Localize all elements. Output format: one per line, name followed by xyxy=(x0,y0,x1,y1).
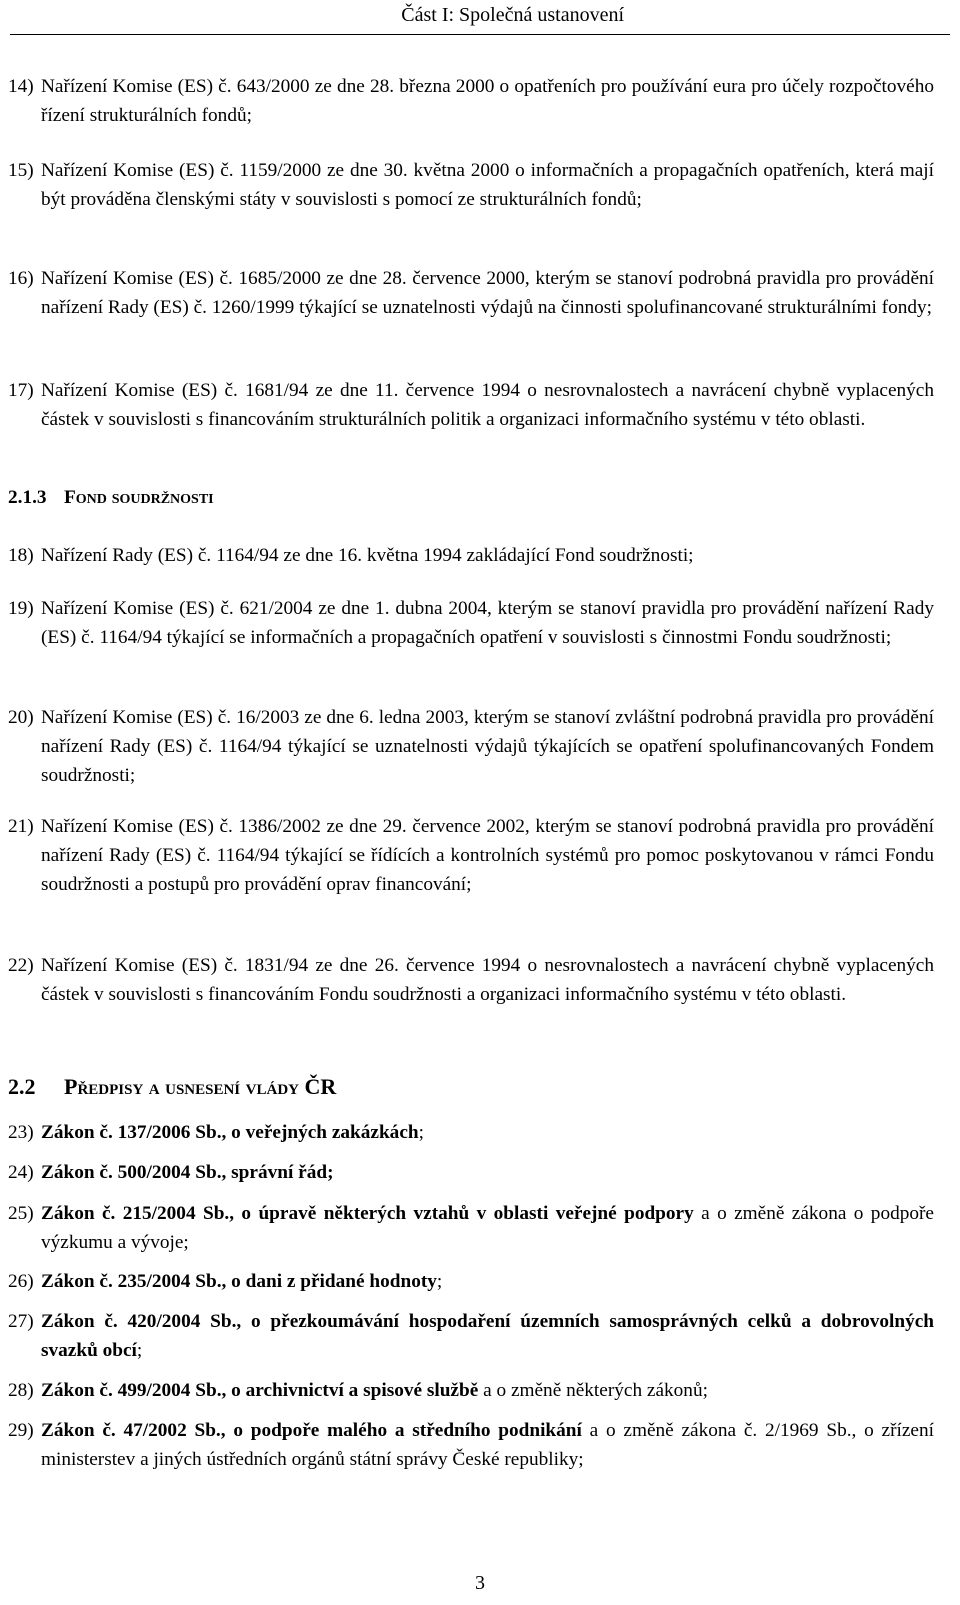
item-text: Nařízení Komise (ES) č. 621/2004 ze dne 1. dubna 2004, kterým se stanoví pravidla pro provádění nařízení Rady (ES) č. 1164/94 týkající se informačních a propagačních opatření v souvislosti s činnostmi Fondu soudržnosti; xyxy=(41,598,934,648)
item-number: 29) xyxy=(8,1420,34,1441)
item-text: a o změně některých zákonů; xyxy=(478,1380,708,1401)
item-number: 27) xyxy=(8,1311,34,1332)
item-number: 16) xyxy=(8,268,34,289)
page-number: 3 xyxy=(475,1572,485,1594)
list-item-16 xyxy=(8,264,934,322)
item-text: Nařízení Komise (ES) č. 16/2003 ze dne 6. ledna 2003, kterým se stanoví zvláštní podrobná pravidla pro provádění nařízení Rady (ES) č. 1164/94 týkající se uznatelnosti výdajů týkajících se opatření spolufinancovaných Fondem soudržnosti; xyxy=(41,707,934,786)
list-item-20 xyxy=(8,703,934,790)
item-text: ; xyxy=(436,1271,443,1292)
list-item-14 xyxy=(8,72,934,130)
section-heading-predpisy xyxy=(8,1074,928,1100)
section-heading-fond-soudrznosti xyxy=(8,487,928,509)
item-number: 19) xyxy=(8,598,34,619)
law-title: Zákon č. 420/2004 Sb., o přezkoumávání hospodaření územních samosprávných celků a dobrovolných svazků obcí xyxy=(41,1311,934,1361)
section-number: 2.2 xyxy=(8,1074,36,1099)
section-title: Fond soudržnosti xyxy=(64,487,214,508)
list-item-27 xyxy=(8,1307,934,1365)
item-number: 20) xyxy=(8,707,34,728)
item-text: Nařízení Komise (ES) č. 1159/2000 ze dne 30. května 2000 o informačních a propagačních opatřeních, která mají být prováděna členskými státy v souvislosti s pomocí ze strukturálních fondů; xyxy=(41,160,934,210)
item-number: 24) xyxy=(8,1162,34,1183)
list-item-18 xyxy=(8,541,934,570)
item-text: Nařízení Komise (ES) č. 1685/2000 ze dne 28. července 2000, kterým se stanoví podrobná pravidla pro provádění nařízení Rady (ES) č. 1260/1999 týkající se uznatelnosti výdajů na činnosti spolufinancované strukturálními fondy; xyxy=(41,268,934,318)
list-item-26 xyxy=(8,1267,934,1296)
item-number: 26) xyxy=(8,1271,34,1292)
item-text: ; xyxy=(418,1122,424,1143)
header-title: Část I: Společná ustanovení xyxy=(401,4,624,26)
list-item-28 xyxy=(8,1376,934,1405)
law-title: Zákon č. 137/2006 Sb., o veřejných zakázkách xyxy=(41,1122,419,1143)
list-item-19 xyxy=(8,594,934,652)
item-number: 21) xyxy=(8,816,34,837)
list-item-24 xyxy=(8,1158,934,1187)
item-number: 23) xyxy=(8,1122,34,1143)
item-number: 22) xyxy=(8,955,34,976)
item-text: a o změně zákona č. 2/1969 Sb., o zřízení ministerstev a jiných ústředních orgánů státní správy České republiky; xyxy=(41,1420,934,1470)
section-number: 2.1.3 xyxy=(8,487,47,508)
item-text: a o změně zákona o podpoře výzkumu a vývoje; xyxy=(41,1203,934,1253)
list-item-17 xyxy=(8,376,934,434)
law-title: Zákon č. 500/2004 Sb., správní řád; xyxy=(41,1162,334,1183)
section-title: Předpisy a usnesení vlády ČR xyxy=(64,1074,337,1099)
item-number: 28) xyxy=(8,1380,34,1401)
list-item-15 xyxy=(8,156,934,214)
item-number: 25) xyxy=(8,1203,34,1224)
item-text: Nařízení Komise (ES) č. 1831/94 ze dne 26. července 1994 o nesrovnalostech a navrácení chybně vyplacených částek v souvislosti s financováním Fondu soudržnosti a organizaci informačního systému v této oblasti. xyxy=(41,955,934,1005)
law-title: Zákon č. 499/2004 Sb., o archivnictví a spisové službě xyxy=(41,1380,479,1401)
item-number: 17) xyxy=(8,380,34,401)
list-item-21 xyxy=(8,812,934,899)
list-item-23 xyxy=(8,1118,934,1147)
list-item-22 xyxy=(8,951,934,1009)
page-header xyxy=(0,0,960,36)
item-number: 18) xyxy=(8,545,34,566)
item-text: Nařízení Rady (ES) č. 1164/94 ze dne 16. května 1994 zakládající Fond soudržnosti; xyxy=(41,545,694,566)
list-item-29 xyxy=(8,1416,934,1474)
item-number: 14) xyxy=(8,76,34,97)
item-text: Nařízení Komise (ES) č. 1681/94 ze dne 11. července 1994 o nesrovnalostech a navrácení chybně vyplacených částek v souvislosti s financováním strukturálních politik a organizaci informačního systému v této oblasti. xyxy=(41,380,934,430)
item-text: Nařízení Komise (ES) č. 643/2000 ze dne 28. března 2000 o opatřeních pro používání eura pro účely rozpočtového řízení strukturálních fondů; xyxy=(41,76,934,126)
item-number: 15) xyxy=(8,160,34,181)
item-text: ; xyxy=(136,1340,143,1361)
list-item-25 xyxy=(8,1199,934,1257)
law-title: Zákon č. 215/2004 Sb., o úpravě některých vztahů v oblasti veřejné podpory xyxy=(41,1203,694,1224)
law-title: Zákon č. 47/2002 Sb., o podpoře malého a středního podnikání xyxy=(41,1420,582,1441)
item-text: Nařízení Komise (ES) č. 1386/2002 ze dne 29. července 2002, kterým se stanoví podrobná pravidla pro provádění nařízení Rady (ES) č. 1164/94 týkající se řídících a kontrolních systémů pro pomoc poskytovanou v rámci Fondu soudržnosti a postupů pro provádění oprav financování; xyxy=(41,816,934,895)
header-rule xyxy=(10,34,950,35)
law-title: Zákon č. 235/2004 Sb., o dani z přidané hodnoty xyxy=(41,1271,437,1292)
